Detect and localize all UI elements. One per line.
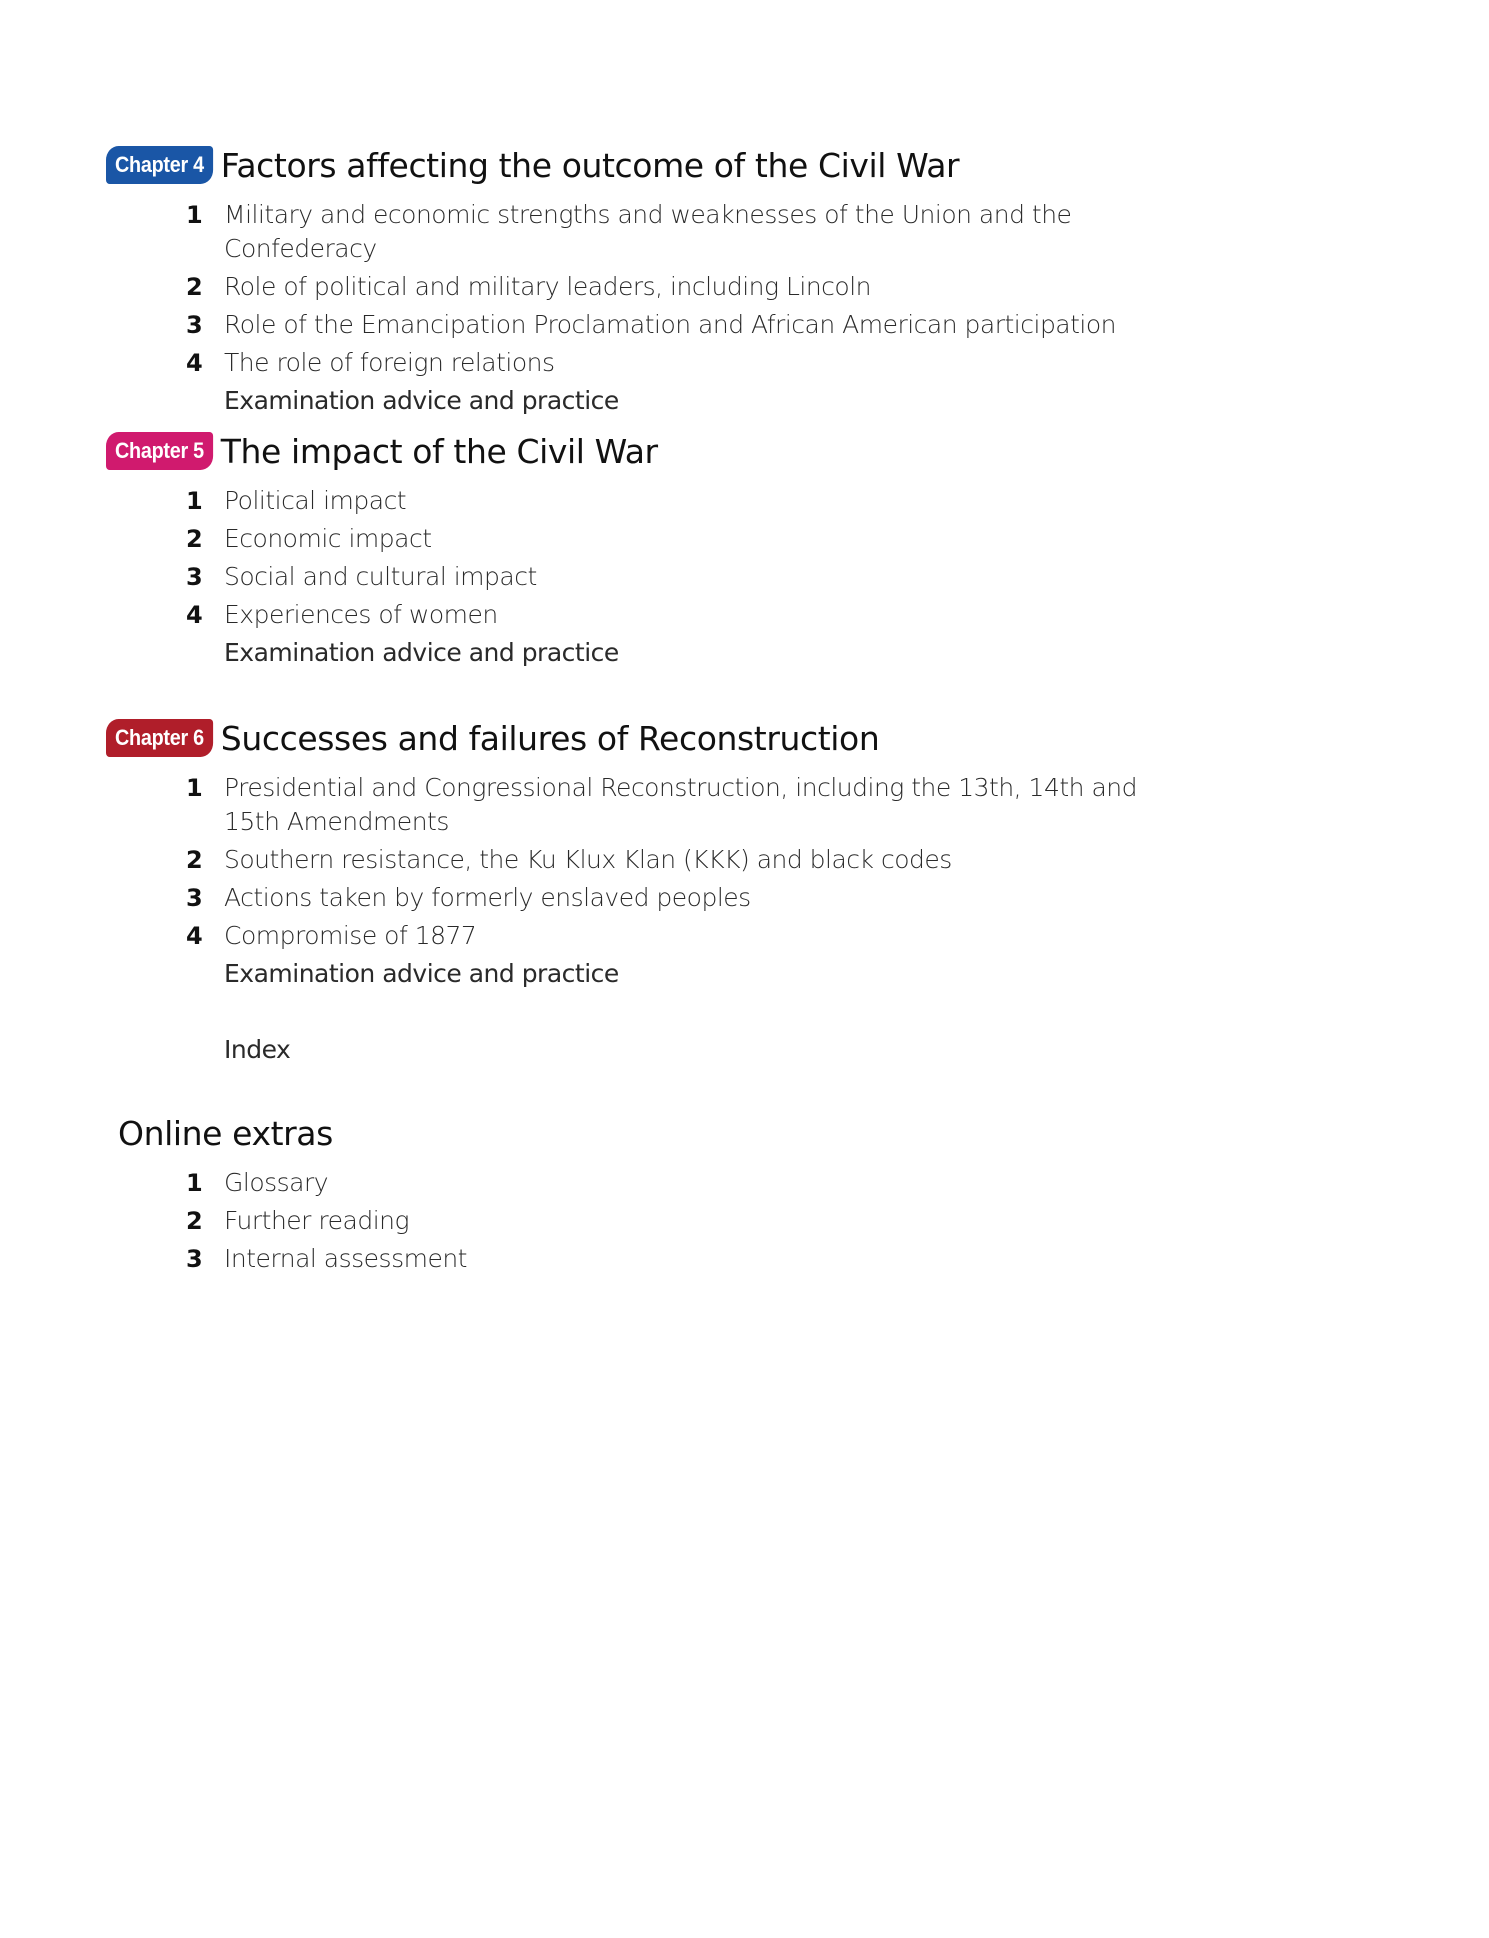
list-item — [106, 1166, 1306, 1200]
list-item — [106, 771, 1306, 839]
list-item — [106, 1204, 1306, 1238]
chapter-4-badge: Chapter 4 — [106, 146, 213, 184]
index-line: Index — [224, 1035, 291, 1064]
topic-title: Social and cultural impact — [224, 562, 537, 591]
chapter-6-heading — [106, 713, 1306, 763]
topic-title: Glossary — [224, 1168, 329, 1197]
chapter-5-topic-list — [106, 484, 1306, 632]
topic-title: Political impact — [224, 486, 407, 515]
list-item — [106, 522, 1306, 556]
chapter-4-topic-list — [106, 198, 1306, 380]
topic-number: 3 — [186, 311, 203, 339]
topic-number: 2 — [186, 846, 203, 874]
list-item — [106, 598, 1306, 632]
topic-number: 4 — [186, 922, 203, 950]
topic-number: 1 — [186, 201, 203, 229]
list-item — [106, 346, 1306, 380]
chapter-6-section — [106, 713, 1306, 1067]
topic-number: 2 — [186, 273, 203, 301]
topic-number: 3 — [186, 884, 203, 912]
topic-number: 4 — [186, 349, 203, 377]
topic-title: Southern resistance, the Ku Klux Klan (KKK) and black codes — [224, 845, 952, 874]
topic-number: 4 — [186, 601, 203, 629]
topic-number: 3 — [186, 563, 203, 591]
online-extras-heading — [106, 1108, 1306, 1158]
topic-title: Internal assessment — [224, 1244, 467, 1273]
topic-number: 1 — [186, 487, 203, 515]
topic-number: 1 — [186, 1169, 203, 1197]
topic-title: Experiences of women — [224, 600, 498, 629]
topic-title: Role of the Emancipation Proclamation and African American participation — [224, 310, 1117, 339]
topic-title: Military and economic strengths and weaknesses of the Union and the Confederacy — [224, 200, 1072, 263]
topic-title: Role of political and military leaders, including Lincoln — [224, 272, 872, 301]
chapter-6-badge: Chapter 6 — [106, 719, 213, 757]
list-item — [106, 308, 1306, 342]
chapter-4-heading — [106, 140, 1306, 190]
topic-number: 3 — [186, 1245, 203, 1273]
topic-title: Presidential and Congressional Reconstruction, including the 13th, 14th and 15th Amendments — [224, 773, 1138, 836]
exam-advice-line: Examination advice and practice — [224, 638, 619, 667]
chapter-4-section — [106, 140, 1306, 418]
list-item — [106, 919, 1306, 953]
exam-advice-line: Examination advice and practice — [224, 386, 619, 415]
chapter-5-heading — [106, 426, 1306, 476]
topic-title: Compromise of 1877 — [224, 921, 477, 950]
chapter-6-topic-list — [106, 771, 1306, 953]
chapter-5-badge: Chapter 5 — [106, 432, 213, 470]
list-item — [106, 484, 1306, 518]
online-extras-section — [106, 1108, 1306, 1280]
topic-title: The role of foreign relations — [224, 348, 555, 377]
chapter-6-title: Successes and failures of Reconstruction — [220, 718, 880, 758]
list-item — [106, 270, 1306, 304]
chapter-5-title: The impact of the Civil War — [220, 431, 658, 471]
topic-title: Actions taken by formerly enslaved peoples — [224, 883, 751, 912]
topic-number: 2 — [186, 525, 203, 553]
online-extras-list — [106, 1166, 1306, 1276]
chapter-5-section — [106, 426, 1306, 670]
online-extras-title: Online extras — [118, 1113, 333, 1153]
topic-title: Further reading — [224, 1206, 409, 1235]
topic-title: Economic impact — [224, 524, 432, 553]
list-item — [106, 881, 1306, 915]
exam-advice-line: Examination advice and practice — [224, 959, 619, 988]
list-item — [106, 198, 1306, 266]
topic-number: 1 — [186, 774, 203, 802]
chapter-4-title: Factors affecting the outcome of the Civil War — [220, 145, 960, 185]
topic-number: 2 — [186, 1207, 203, 1235]
list-item — [106, 843, 1306, 877]
list-item — [106, 560, 1306, 594]
list-item — [106, 1242, 1306, 1276]
